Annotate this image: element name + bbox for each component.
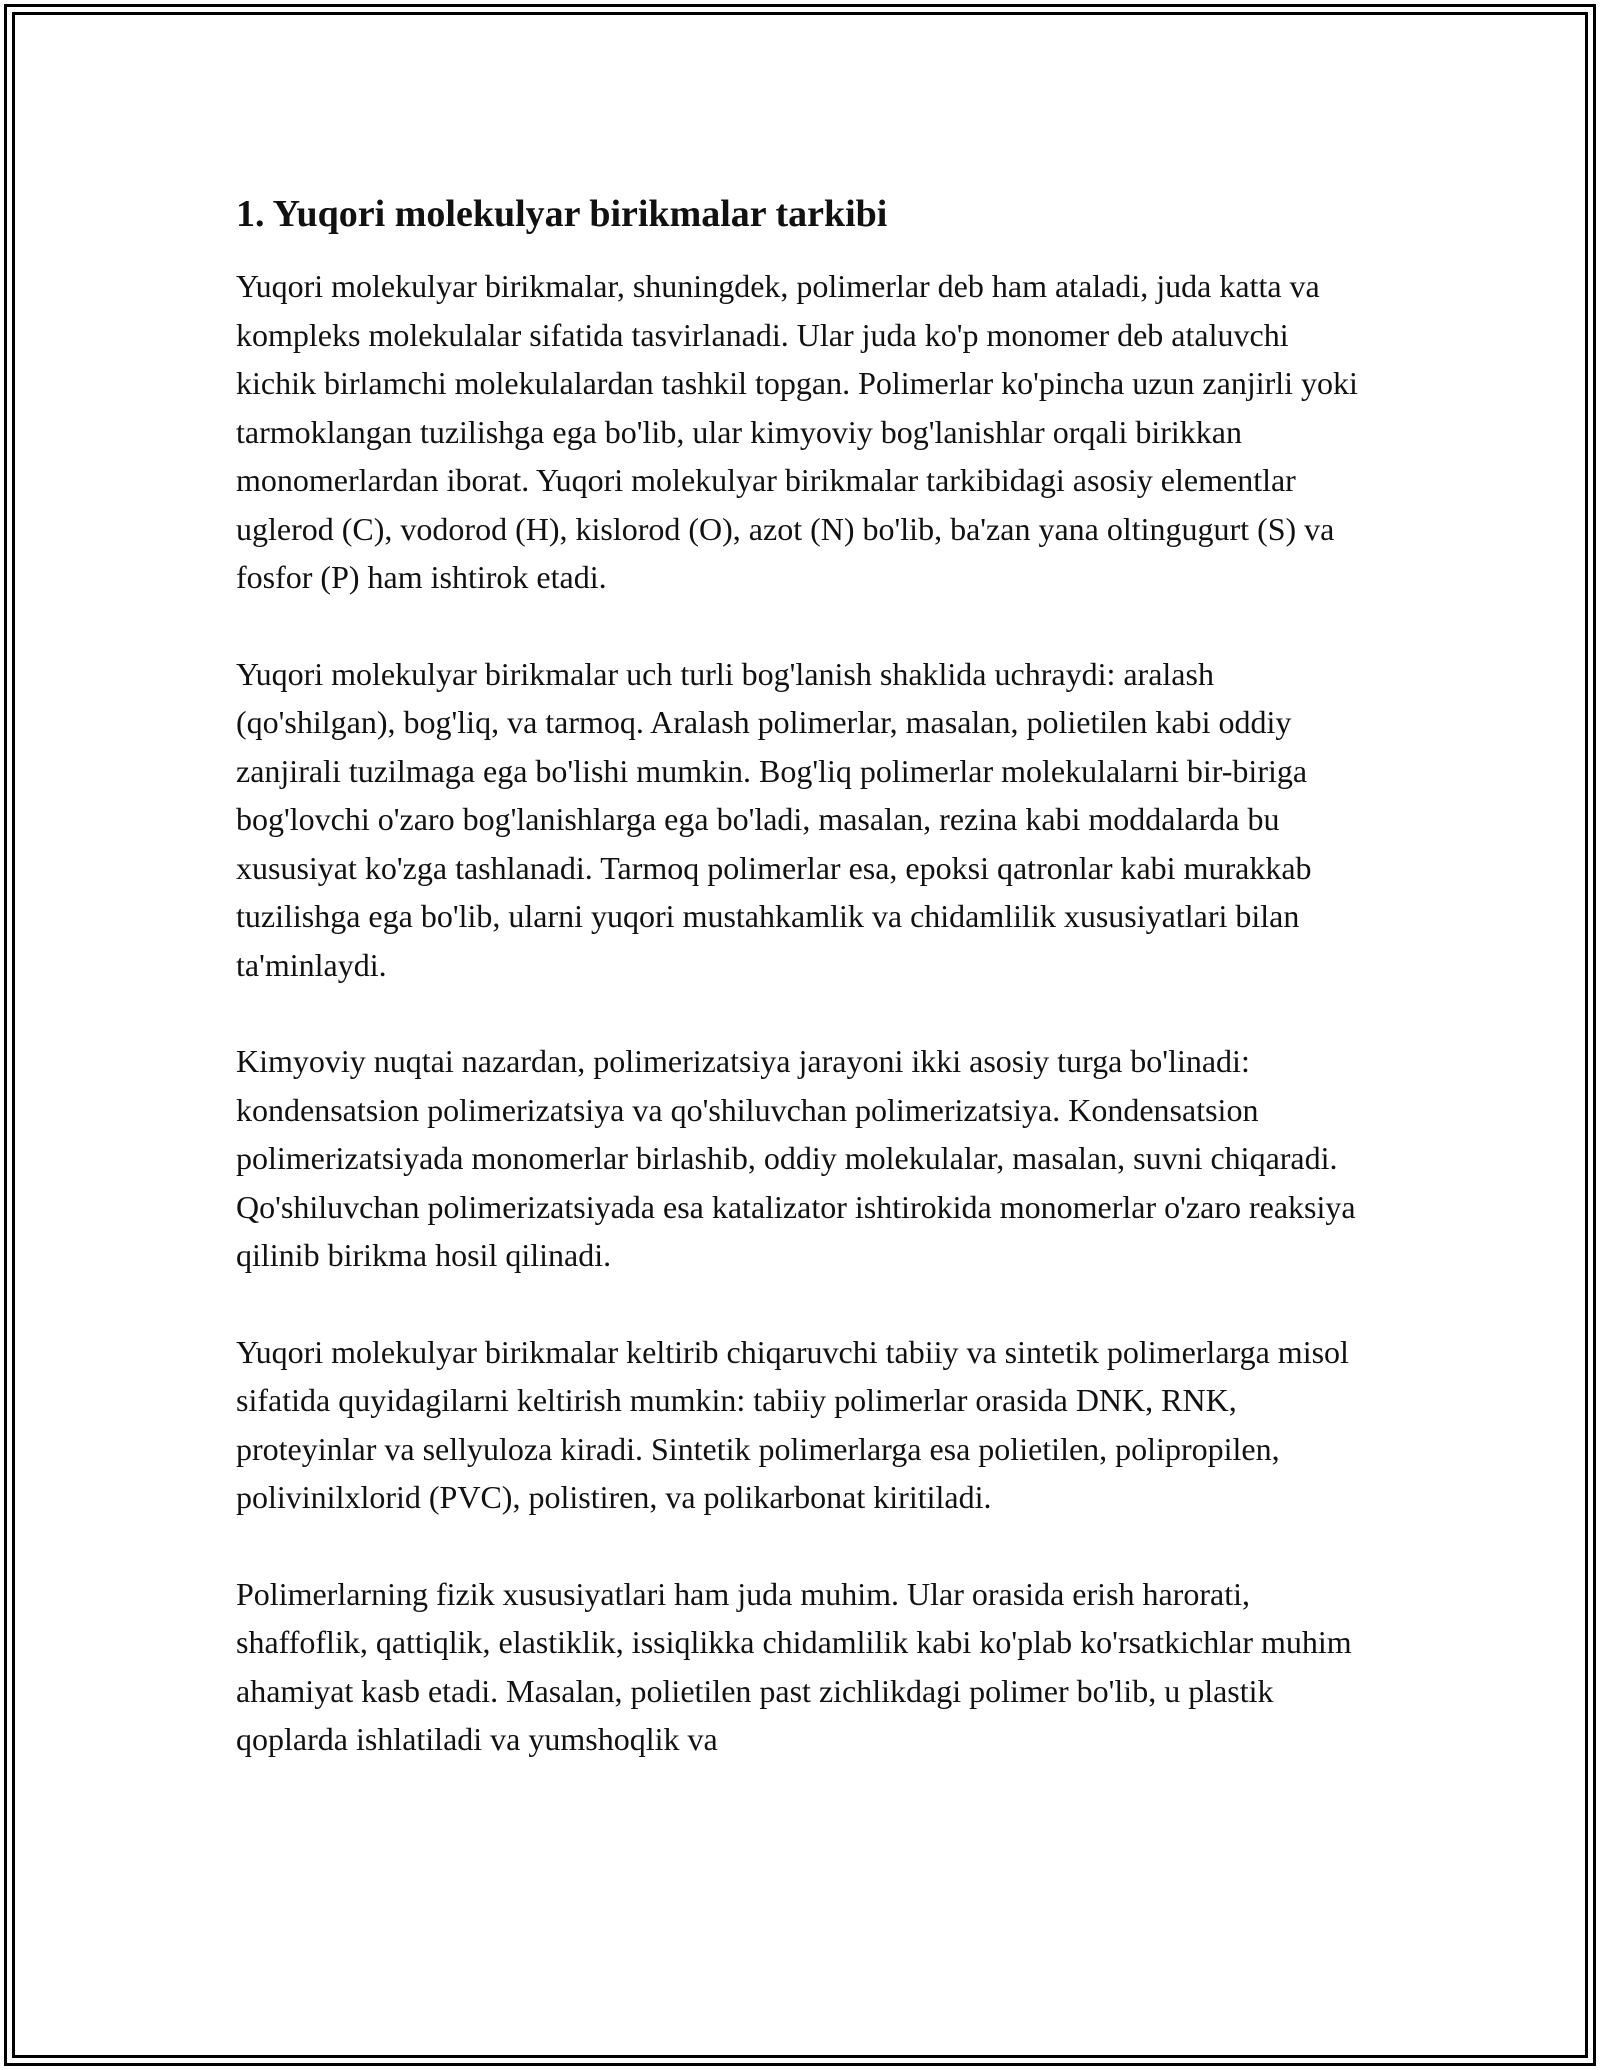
paragraph-physical-properties: Polimerlarning fizik xususiyatlari ham juda muhim. Ular orasida erish harorati, shaffoflik, qattiqlik, elastiklik, issiqlikka chidamlilik kabi ko'plab ko'rsatkichlar muhim ahamiyat kasb etadi. Masalan, polietilen past zichlikdagi polimer bo'lib, u plastik qoplarda ishlatiladi va yumshoqlik va [236,1575,1352,1757]
document-body [236,186,1366,1812]
paragraph-bond-types: Yuqori molekulyar birikmalar uch turli bog'lanish shaklida uchraydi: aralash (qo'shilgan), bog'liq, va tarmoq. Aralash polimerlar, masalan, polietilen kabi oddiy zanjirali tuzilmaga ega bo'lishi mumkin. Bog'liq polimerlar molekulalarni bir-biriga bog'lovchi o'zaro bog'lanishlarga ega bo'ladi, masalan, rezina kabi moddalarda bu xususiyat ko'zga tashlanadi. Tarmoq polimerlar esa, epoksi qatronlar kabi murakkab tuzilishga ega bo'lib, ularni yuqori mustahkamlik va chidamlilik xususiyatlari bilan ta'minlaydi. [236,655,1312,983]
paragraph-examples: Yuqori molekulyar birikmalar keltirib chiqaruvchi tabiiy va sintetik polimerlarga misol sifatida quyidagilarni keltirish mumkin: tabiiy polimerlar orasida DNK, RNK, proteyinlar va sellyuloza kiradi. Sintetik polimerlarga esa polietilen, polipropilen, polivinilxlorid (PVC), polistiren, va polikarbonat kiritiladi. [236,1333,1349,1515]
paragraph-polymerization: Kimyoviy nuqtai nazardan, polimerizatsiya jarayoni ikki asosiy turga bo'linadi: kondensatsion polimerizatsiya va qo'shiluvchan polimerizatsiya. Kondensatsion polimerizatsiyada monomerlar birlashib, oddiy molekulalar, masalan, suvni chiqaradi. Qo'shiluvchan polimerizatsiyada esa katalizator ishtirokida monomerlar o'zaro reaksiya qilinib birikma hosil qilinadi. [236,1043,1356,1273]
paragraph-composition: Yuqori molekulyar birikmalar, shuningdek, polimerlar deb ham ataladi, juda katta va kompleks molekulalar sifatida tasvirlanadi. Ular juda ko'p monomer deb ataluvchi kichik birlamchi molekulalardan tashkil topgan. Polimerlar ko'pincha uzun zanjirli yoki tarmoklangan tuzilishga ega bo'lib, ular kimyoviy bog'lanishlar orqali birikkan monomerlardan iborat. Yuqori molekulyar birikmalar tarkibidagi asosiy elementlar uglerod (C), vodorod (H), kislorod (O), azot (N) bo'lib, ba'zan yana oltingugurt (S) va fosfor (P) ham ishtirok etadi. [236,268,1358,595]
section-heading: 1. Yuqori molekulyar birikmalar tarkibi [236,193,888,235]
